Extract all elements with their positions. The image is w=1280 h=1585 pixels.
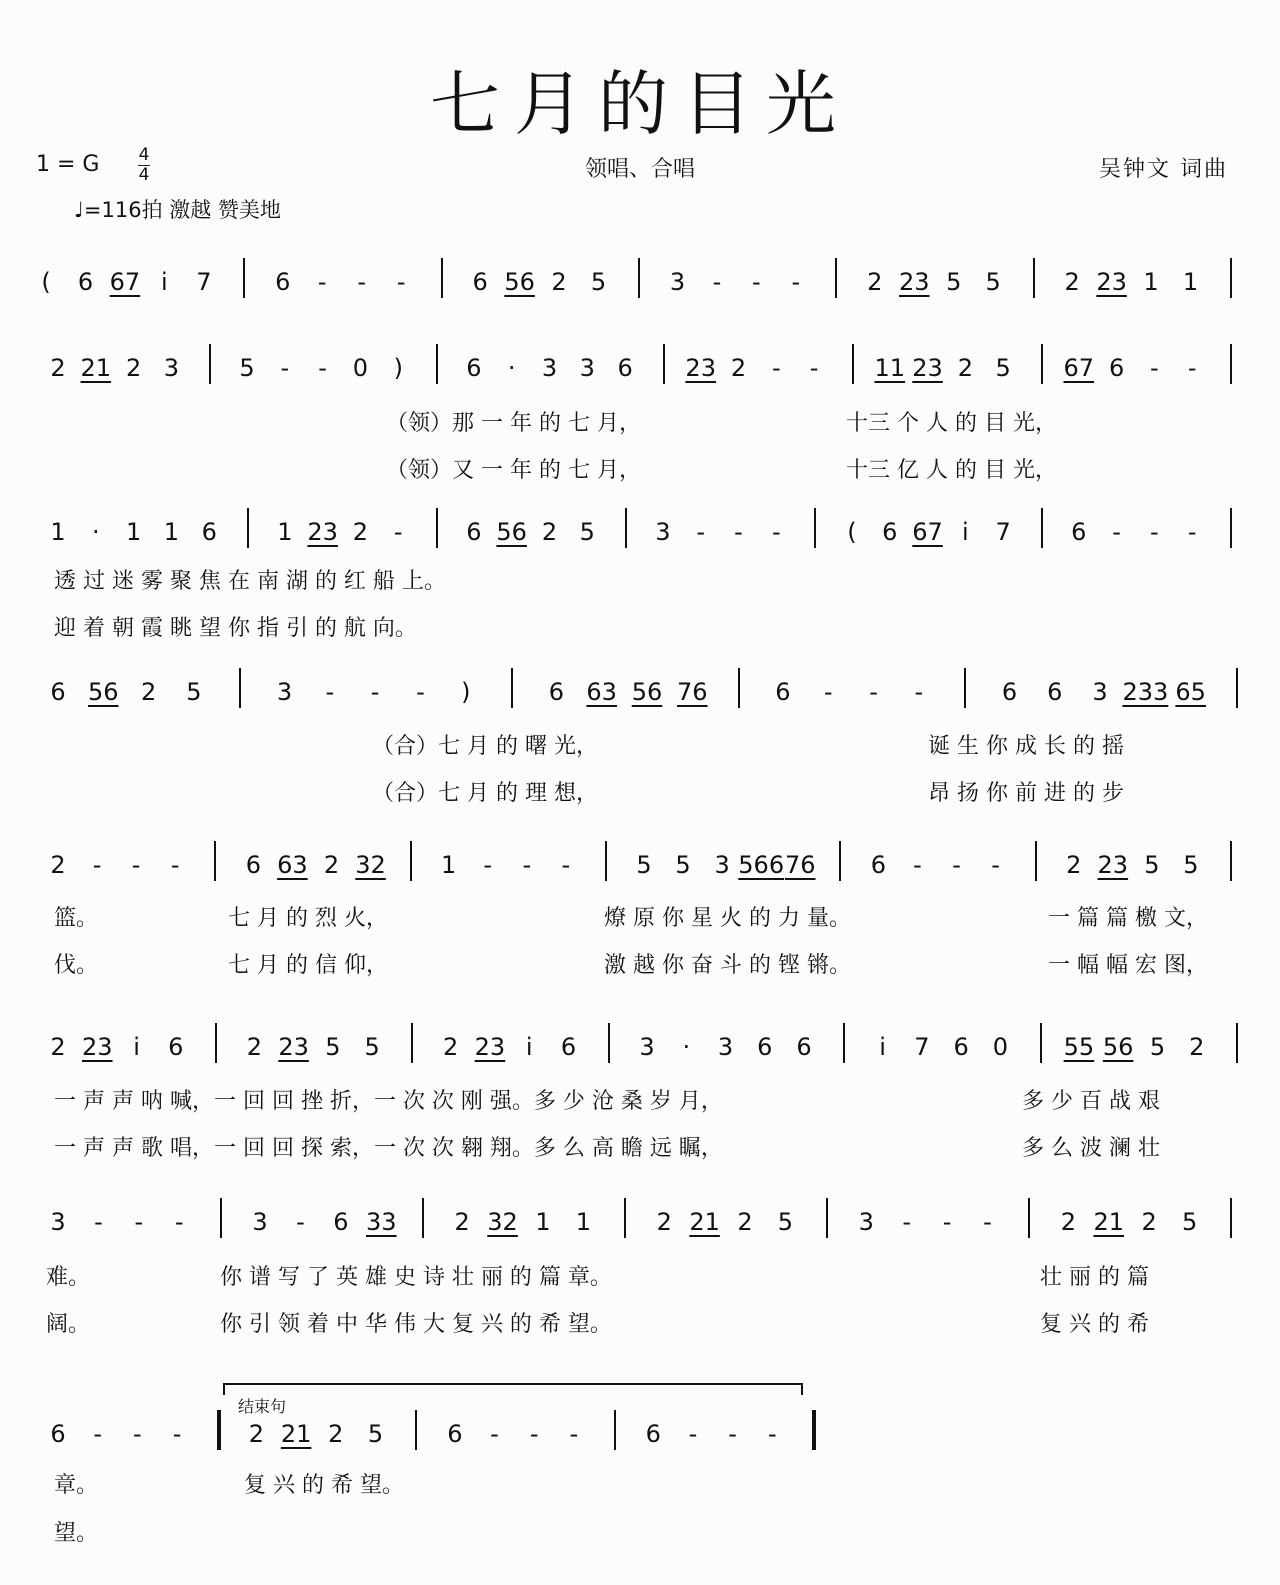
note: · xyxy=(91,518,100,546)
note: - xyxy=(902,1208,912,1236)
note: 5 xyxy=(946,268,962,296)
note: 1 xyxy=(535,1208,551,1236)
note: 0 xyxy=(352,354,369,382)
note: 55 xyxy=(1063,1033,1095,1061)
note: - xyxy=(317,268,327,296)
note: i xyxy=(962,518,969,546)
note: 2 xyxy=(352,518,369,546)
note: 1 xyxy=(575,1208,592,1236)
barline xyxy=(1236,1023,1238,1063)
note: - xyxy=(561,851,571,879)
note: 3 xyxy=(655,518,671,546)
lyric-line: 你 引 领 着 中 华 伟 大 复 兴 的 希 望。 xyxy=(220,1312,612,1337)
note: 2 xyxy=(443,1033,459,1061)
note: 2 xyxy=(730,354,747,382)
barline xyxy=(608,1023,610,1063)
note: 5 xyxy=(636,851,652,879)
barline xyxy=(835,258,837,298)
note: 65 xyxy=(1175,678,1206,706)
note: 23 xyxy=(81,1033,113,1061)
note: 5 xyxy=(1144,851,1160,879)
lyric-line: 昂 扬 你 前 进 的 步 xyxy=(928,781,1124,806)
note: 2 xyxy=(1066,851,1082,879)
note: 7 xyxy=(995,518,1011,546)
note: 1 xyxy=(125,518,142,546)
note: - xyxy=(172,1420,182,1448)
note: - xyxy=(869,678,878,706)
note: 1 xyxy=(50,518,66,546)
note: 6 xyxy=(275,268,291,296)
barline xyxy=(1041,344,1043,384)
barline xyxy=(624,1198,626,1238)
note: 3 xyxy=(579,354,595,382)
note: 33 xyxy=(366,1208,397,1236)
lyric-line: 多 少 百 战 艰 xyxy=(1022,1089,1160,1114)
barline xyxy=(614,1410,616,1450)
note: 2 xyxy=(1141,1208,1157,1236)
notation-line xyxy=(0,1202,1280,1242)
note: 5 xyxy=(1181,1208,1198,1236)
note: 2 xyxy=(246,1033,262,1061)
note: 21 xyxy=(80,354,112,382)
note: - xyxy=(134,1208,144,1236)
note: 2 xyxy=(867,268,883,296)
notation-line xyxy=(0,1414,1280,1454)
note: 6 xyxy=(1071,518,1087,546)
note: 6 xyxy=(447,1420,463,1448)
note: 6 xyxy=(466,354,482,382)
note: i xyxy=(525,1033,533,1061)
note: 6 xyxy=(245,851,261,879)
note: 6 xyxy=(50,678,66,706)
note: - xyxy=(357,268,367,296)
note: - xyxy=(823,678,833,706)
lyric-line: 一 声 声 歌 唱，一 回 回 探 索，一 次 次 翱 翔。多 么 高 瞻 远 瞩， xyxy=(54,1136,723,1161)
barline xyxy=(826,1198,828,1238)
lyric-line: 一 幅 幅 宏 图， xyxy=(1048,953,1208,978)
note: - xyxy=(712,268,722,296)
note: - xyxy=(92,851,102,879)
time-signature-top: 4 xyxy=(138,145,150,165)
note: 7 xyxy=(196,268,212,296)
lyric-line: 七 月 的 信 仰， xyxy=(228,953,388,978)
note: 2 xyxy=(1189,1033,1205,1061)
barline xyxy=(1028,1198,1030,1238)
note: 21 xyxy=(1093,1208,1125,1236)
note: 63 xyxy=(277,851,308,879)
note: - xyxy=(1187,354,1197,382)
note: - xyxy=(370,678,380,706)
note: 5 xyxy=(590,268,607,296)
lyric-line: 望。 xyxy=(54,1521,99,1546)
barline xyxy=(814,508,816,548)
note: - xyxy=(1187,518,1197,546)
note: 21 xyxy=(280,1420,312,1448)
note: 23 xyxy=(474,1033,506,1061)
note: 566 xyxy=(738,851,785,879)
barline xyxy=(1230,508,1232,548)
note: 1 xyxy=(1143,268,1159,296)
note: 2 xyxy=(656,1208,672,1236)
note: - xyxy=(728,1420,737,1448)
note: 3 xyxy=(1092,678,1108,706)
note: 2 xyxy=(323,851,340,879)
note: - xyxy=(170,851,180,879)
note: 7 xyxy=(914,1033,930,1061)
note: 6 xyxy=(796,1033,812,1061)
note: 6 xyxy=(953,1033,969,1061)
note: 6 xyxy=(77,268,94,296)
note: 6 xyxy=(870,851,887,879)
note: - xyxy=(529,1420,539,1448)
lyric-line: 难。 xyxy=(46,1265,91,1290)
notation-line xyxy=(0,512,1280,552)
note: - xyxy=(914,678,924,706)
barline xyxy=(214,841,216,881)
note: 6 xyxy=(1047,678,1063,706)
note: 5 xyxy=(1183,851,1199,879)
barline xyxy=(511,668,513,708)
note: - xyxy=(1150,354,1159,382)
note: 2 xyxy=(1060,1208,1076,1236)
barline xyxy=(220,1198,222,1238)
note: 32 xyxy=(487,1208,518,1236)
lyric-line: （领）那 一 年 的 七 月， xyxy=(386,411,641,436)
note: 23 xyxy=(278,1033,309,1061)
note: 23 xyxy=(1096,268,1127,296)
note: 56 xyxy=(504,268,535,296)
note: - xyxy=(318,354,327,382)
note: i xyxy=(879,1033,886,1061)
notation-line xyxy=(0,672,1280,712)
note: 2 xyxy=(541,518,558,546)
lyric-line: 一 声 声 呐 喊，一 回 回 挫 折，一 次 次 刚 强。多 少 沧 桑 岁 月， xyxy=(54,1089,723,1114)
note: 2 xyxy=(125,354,142,382)
note: - xyxy=(734,518,743,546)
note: 63 xyxy=(586,678,617,706)
lyric-line: 壮 丽 的 篇 xyxy=(1040,1265,1149,1290)
note: 23 xyxy=(912,354,943,382)
note: 21 xyxy=(689,1208,720,1236)
note: 2 xyxy=(50,851,66,879)
note: · xyxy=(682,1033,691,1061)
note: - xyxy=(296,1208,305,1236)
note: ( xyxy=(41,268,51,296)
lyric-line: 诞 生 你 成 长 的 摇 xyxy=(928,734,1124,759)
barline xyxy=(239,668,241,708)
note: - xyxy=(913,851,922,879)
lyric-line: 十三 亿 人 的 目 光， xyxy=(846,458,1057,483)
note: - xyxy=(983,1208,992,1236)
barline xyxy=(625,508,627,548)
notation-line xyxy=(0,1027,1280,1067)
barline xyxy=(422,1198,424,1238)
note: 56 xyxy=(496,518,527,546)
barline xyxy=(436,508,438,548)
note: 3 xyxy=(50,1208,66,1236)
note: - xyxy=(809,354,819,382)
key-signature: 1 = G xyxy=(36,152,100,177)
note: 23 xyxy=(1097,851,1129,879)
note: - xyxy=(522,851,532,879)
barline xyxy=(1035,841,1037,881)
note: ) xyxy=(393,354,403,382)
note: · xyxy=(507,354,516,382)
note: 6 xyxy=(1108,354,1125,382)
note: ) xyxy=(461,678,471,706)
barline xyxy=(852,344,854,384)
note: 6 xyxy=(201,518,217,546)
note: i xyxy=(133,1033,140,1061)
note: 1 xyxy=(277,518,293,546)
note: - xyxy=(325,678,335,706)
note: 6 xyxy=(472,268,488,296)
note: 6 xyxy=(1001,678,1018,706)
note: - xyxy=(416,678,425,706)
lyric-line: 迎 着 朝 霞 眺 望 你 指 引 的 航 向。 xyxy=(54,616,417,641)
note: 5 xyxy=(367,1420,384,1448)
lyric-line: 透 过 迷 雾 聚 焦 在 南 湖 的 红 船 上。 xyxy=(54,569,446,594)
note: - xyxy=(942,1208,952,1236)
note: - xyxy=(280,354,290,382)
note: 23 xyxy=(898,268,930,296)
note: 6 xyxy=(757,1033,773,1061)
note: 5 xyxy=(186,678,202,706)
note: 3 xyxy=(541,354,558,382)
credit: 吴钟文 词曲 xyxy=(1099,157,1228,182)
lyric-line: （合）七 月 的 曙 光， xyxy=(372,734,598,759)
note: 6 xyxy=(645,1420,661,1448)
note: 5 xyxy=(777,1208,794,1236)
note: 3 xyxy=(669,268,686,296)
note: 2 xyxy=(140,678,157,706)
note: 67 xyxy=(109,268,141,296)
time-signature-bottom: 4 xyxy=(138,165,150,185)
note: 23 xyxy=(307,518,338,546)
barline xyxy=(243,258,245,298)
lyric-line: 你 谱 写 了 英 雄 史 诗 壮 丽 的 篇 章。 xyxy=(220,1265,612,1290)
barline xyxy=(1040,1023,1042,1063)
note: 2 xyxy=(328,1420,344,1448)
note: 56 xyxy=(631,678,663,706)
note: 2 xyxy=(50,354,66,382)
barline xyxy=(638,258,640,298)
note: - xyxy=(393,518,403,546)
lyric-line: 伐。 xyxy=(54,953,99,978)
note: 6 xyxy=(617,354,633,382)
note: 233 xyxy=(1122,678,1169,706)
note: 3 xyxy=(252,1208,268,1236)
note: 6 xyxy=(548,678,565,706)
note: - xyxy=(767,1420,777,1448)
note: - xyxy=(131,851,141,879)
barline xyxy=(812,1410,816,1450)
note: 11 xyxy=(874,354,906,382)
note: - xyxy=(490,1420,499,1448)
note: 2 xyxy=(551,268,567,296)
note: - xyxy=(771,518,781,546)
ending-label: 结束句 xyxy=(238,1397,287,1416)
note: 2 xyxy=(454,1208,470,1236)
note: - xyxy=(94,1208,103,1236)
lyric-line: 复 兴 的 希 望。 xyxy=(244,1473,404,1498)
barline xyxy=(1230,841,1232,881)
note: - xyxy=(791,268,801,296)
note: 2 xyxy=(1064,268,1080,296)
note: 3 xyxy=(163,354,180,382)
barline xyxy=(411,1023,413,1063)
note: 5 xyxy=(579,518,595,546)
notation-line xyxy=(0,845,1280,885)
lyric-line: 一 篇 篇 檄 文， xyxy=(1048,906,1208,931)
barline xyxy=(1230,344,1232,384)
barline xyxy=(215,1023,217,1063)
note: 6 xyxy=(50,1420,66,1448)
note: 76 xyxy=(784,851,816,879)
note: 2 xyxy=(957,354,973,382)
note: 3 xyxy=(717,1033,734,1061)
note: 3 xyxy=(858,1208,874,1236)
lyric-line: 激 越 你 奋 斗 的 铿 锵。 xyxy=(604,953,851,978)
barline xyxy=(1041,508,1043,548)
note: 5 xyxy=(675,851,691,879)
note: - xyxy=(569,1420,579,1448)
barline xyxy=(436,344,438,384)
note: 5 xyxy=(239,354,255,382)
barline xyxy=(1230,1198,1232,1238)
note: ( xyxy=(847,518,857,546)
note: - xyxy=(991,851,1000,879)
notation-line xyxy=(0,348,1280,388)
barline xyxy=(209,344,211,384)
lyric-line: （合）七 月 的 理 想， xyxy=(372,781,598,806)
note: - xyxy=(396,268,406,296)
note: 6 xyxy=(775,678,791,706)
note: 5 xyxy=(325,1033,341,1061)
note: 2 xyxy=(737,1208,753,1236)
lyric-line: 十三 个 人 的 目 光， xyxy=(846,411,1057,436)
lyric-line: 七 月 的 烈 火， xyxy=(228,906,388,931)
lyric-line: 多 么 波 澜 壮 xyxy=(1022,1136,1160,1161)
barline xyxy=(839,841,841,881)
barline xyxy=(1236,668,1238,708)
note: 5 xyxy=(995,354,1011,382)
note: - xyxy=(174,1208,184,1236)
note: 56 xyxy=(1102,1033,1134,1061)
note: - xyxy=(1112,518,1121,546)
note: 6 xyxy=(560,1033,577,1061)
note: 23 xyxy=(685,354,716,382)
note: 1 xyxy=(1182,268,1199,296)
notation-line xyxy=(0,262,1280,302)
barline xyxy=(663,344,665,384)
note: - xyxy=(133,1420,142,1448)
note: 5 xyxy=(364,1033,380,1061)
lyric-line: 章。 xyxy=(54,1473,99,1498)
page-title: 七月的目光 xyxy=(430,63,850,145)
note: - xyxy=(696,518,706,546)
note: i xyxy=(161,268,168,296)
note: 2 xyxy=(50,1033,66,1061)
lyric-line: （领）又 一 年 的 七 月， xyxy=(386,458,641,483)
note: 5 xyxy=(1149,1033,1166,1061)
barline xyxy=(415,1410,417,1450)
note: 3 xyxy=(639,1033,655,1061)
note: - xyxy=(1150,518,1159,546)
lyric-line: 燎 原 你 星 火 的 力 量。 xyxy=(604,906,851,931)
note: - xyxy=(752,268,761,296)
note: - xyxy=(93,1420,103,1448)
note: 67 xyxy=(912,518,943,546)
barline xyxy=(410,841,412,881)
lyric-line: 复 兴 的 希 xyxy=(1040,1312,1149,1337)
note: - xyxy=(952,851,961,879)
note: 3 xyxy=(276,678,293,706)
barline xyxy=(1033,258,1035,298)
note: 0 xyxy=(992,1033,1009,1061)
note: - xyxy=(771,354,781,382)
note: 6 xyxy=(466,518,482,546)
barline xyxy=(964,668,966,708)
barline xyxy=(738,668,740,708)
note: 2 xyxy=(248,1420,265,1448)
ending-bracket xyxy=(223,1383,803,1395)
note: 1 xyxy=(163,518,180,546)
barline xyxy=(605,841,607,881)
note: 6 xyxy=(168,1033,184,1061)
barline xyxy=(441,258,443,298)
note: 5 xyxy=(985,268,1001,296)
note: 76 xyxy=(677,678,708,706)
tempo-marking: ♩=116拍 激越 赞美地 xyxy=(74,198,281,222)
barline xyxy=(1230,258,1232,298)
lyric-line: 篮。 xyxy=(54,906,99,931)
note: 6 xyxy=(333,1208,349,1236)
note: - xyxy=(483,851,493,879)
note: 67 xyxy=(1063,354,1095,382)
note: 6 xyxy=(882,518,898,546)
note: 3 xyxy=(714,851,730,879)
barline xyxy=(843,1023,845,1063)
note: 1 xyxy=(441,851,457,879)
barline xyxy=(217,1410,221,1450)
barline xyxy=(247,508,249,548)
performance-note: 领唱、合唱 xyxy=(584,157,695,182)
note: 32 xyxy=(355,851,386,879)
note: 56 xyxy=(88,678,119,706)
lyric-line: 阔。 xyxy=(46,1312,91,1337)
note: - xyxy=(688,1420,698,1448)
